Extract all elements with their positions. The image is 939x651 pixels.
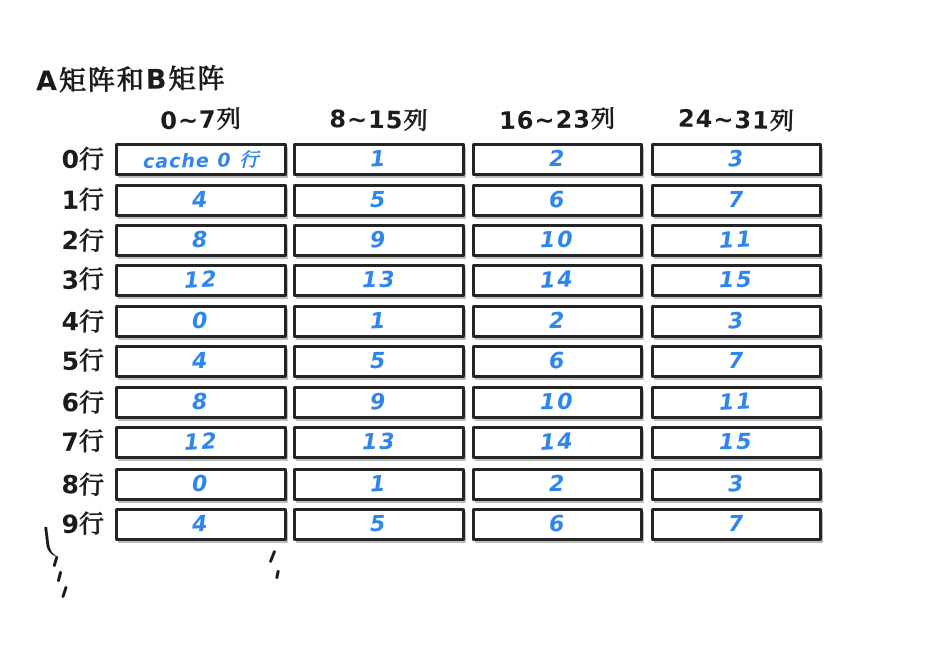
cell-value: 5 xyxy=(370,187,388,214)
cell-value: 14 xyxy=(539,429,576,456)
cell-value: 4 xyxy=(191,187,211,214)
cell-row4-col1 xyxy=(293,305,465,338)
diagram-title: A矩阵和B矩阵 xyxy=(35,63,227,98)
cell-value: 3 xyxy=(727,471,746,498)
row-label-9: 9行 xyxy=(61,509,105,540)
row-label-4: 4行 xyxy=(61,306,105,337)
cell-value: 8 xyxy=(192,227,210,254)
cell-value: 8 xyxy=(192,389,210,416)
cell-row6-col3 xyxy=(651,386,822,419)
cell-value: 10 xyxy=(539,389,576,416)
cell-row2-col0 xyxy=(115,224,287,257)
cell-value: 6 xyxy=(548,348,567,375)
cell-value: 0 xyxy=(192,308,210,335)
row-label-3: 3行 xyxy=(61,264,105,296)
cell-row4-col0 xyxy=(115,305,287,338)
column-header-3: 24~31列 xyxy=(677,104,796,136)
cell-row4-col3 xyxy=(651,305,822,338)
cell-value: 0 xyxy=(192,471,210,498)
cell-value: 1 xyxy=(369,471,389,498)
cell-row1-col0 xyxy=(115,184,287,217)
cell-value: 9 xyxy=(369,227,389,254)
row-label-8: 8行 xyxy=(61,469,105,501)
cell-row2-col2 xyxy=(472,224,643,257)
column-header-1: 8~15列 xyxy=(329,104,429,136)
cell-row9-col1 xyxy=(293,508,465,541)
cell-row0-col2 xyxy=(472,143,643,176)
cell-value: 3 xyxy=(727,146,746,173)
cell-row6-col0 xyxy=(115,386,287,419)
cell-value: 11 xyxy=(718,227,755,254)
column-header-0: 0~7列 xyxy=(159,104,243,136)
cell-value: 2 xyxy=(548,308,567,335)
cell-value: 15 xyxy=(718,429,755,456)
cell-row3-col2 xyxy=(472,264,643,297)
cell-row5-col2 xyxy=(472,345,643,378)
cell-row8-col0 xyxy=(115,468,287,501)
cell-value: 15 xyxy=(718,267,755,294)
cell-value: 9 xyxy=(369,389,389,416)
cell-value: 12 xyxy=(183,429,219,456)
cell-row3-col1 xyxy=(293,264,465,297)
cell-row9-col0 xyxy=(115,508,287,541)
ellipsis-dash xyxy=(275,570,280,579)
cell-value: 14 xyxy=(539,267,576,294)
cell-row9-col3 xyxy=(651,508,822,541)
cell-row1-col1 xyxy=(293,184,465,217)
cell-value: 2 xyxy=(548,146,567,173)
cell-row1-col2 xyxy=(472,184,643,217)
cell-value: 13 xyxy=(361,267,397,294)
row-label-1: 1行 xyxy=(61,185,105,216)
cell-value: 1 xyxy=(369,146,389,173)
cell-value: 5 xyxy=(370,511,388,538)
row-label-0: 0行 xyxy=(61,145,104,174)
cell-value: 3 xyxy=(727,308,746,335)
cell-row6-col2 xyxy=(472,386,643,419)
cell-row0-col0 xyxy=(115,143,287,176)
row-label-6: 6行 xyxy=(61,387,105,418)
ellipsis-dash xyxy=(61,586,68,598)
cell-row6-col1 xyxy=(293,386,465,419)
cell-row4-col2 xyxy=(472,305,643,338)
cell-row5-col0 xyxy=(115,345,287,378)
cell-value: 12 xyxy=(183,267,219,294)
cell-value: 7 xyxy=(727,348,746,375)
cell-row3-col0 xyxy=(115,264,287,297)
cell-value: cache 0 行 xyxy=(142,148,260,174)
cell-row8-col1 xyxy=(293,468,465,501)
cell-value: 1 xyxy=(369,308,389,335)
cell-row9-col2 xyxy=(472,508,643,541)
cell-value: 7 xyxy=(727,187,746,214)
cell-value: 7 xyxy=(727,511,746,538)
row-label-7: 7行 xyxy=(61,426,105,458)
cell-row8-col3 xyxy=(651,468,822,501)
cell-row0-col3 xyxy=(651,143,822,176)
ellipsis-dash xyxy=(57,571,63,582)
cell-row7-col3 xyxy=(651,426,822,459)
cell-value: 2 xyxy=(548,471,567,498)
cell-row7-col2 xyxy=(472,426,643,459)
cell-row5-col3 xyxy=(651,345,822,378)
row-label-5: 5行 xyxy=(61,345,105,377)
cell-row3-col3 xyxy=(651,264,822,297)
cell-value: 4 xyxy=(191,348,211,375)
cell-row5-col1 xyxy=(293,345,465,378)
cell-value: 6 xyxy=(548,511,567,538)
ellipsis-dash xyxy=(269,550,277,563)
cell-value: 5 xyxy=(370,348,388,375)
cell-row2-col1 xyxy=(293,224,465,257)
ellipsis-dash xyxy=(53,556,59,567)
cell-row2-col3 xyxy=(651,224,822,257)
cell-row8-col2 xyxy=(472,468,643,501)
cell-row7-col1 xyxy=(293,426,465,459)
cell-value: 11 xyxy=(718,389,755,416)
row-label-2: 2行 xyxy=(61,225,105,257)
cell-value: 10 xyxy=(539,227,576,254)
cell-row0-col1 xyxy=(293,143,465,176)
column-header-2: 16~23列 xyxy=(498,104,617,136)
cell-row7-col0 xyxy=(115,426,287,459)
cell-row1-col3 xyxy=(651,184,822,217)
cell-value: 4 xyxy=(191,511,211,538)
cell-value: 6 xyxy=(548,187,567,214)
cell-value: 13 xyxy=(361,429,397,456)
